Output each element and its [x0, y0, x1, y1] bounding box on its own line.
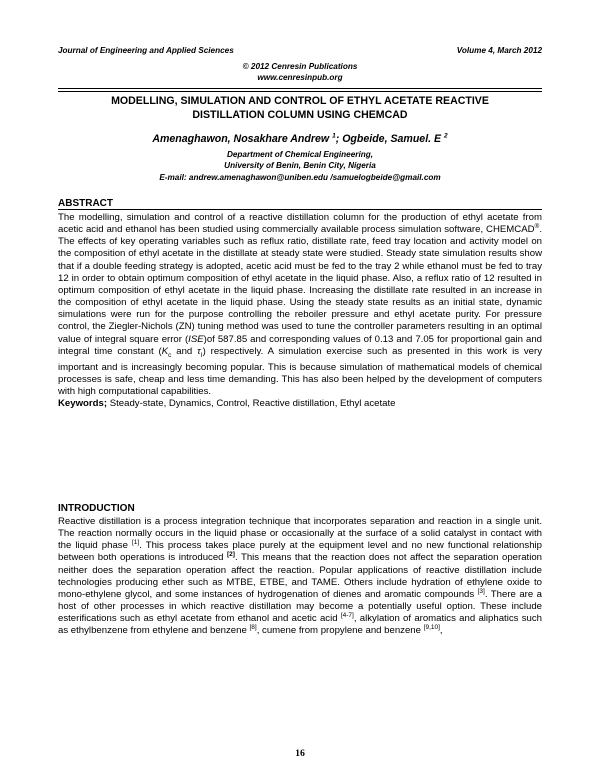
volume-info: Volume 4, March 2012 — [456, 46, 542, 55]
and-text: and — [171, 345, 198, 357]
abstract-text-4: ) respectively. A simulation exercise such as presented in this work is very important and is increasingly becoming popular. This is because simulation of mathematical models of chemical processes is safe, cheap and less time demanding. This has also been helped by the development of computers with high computational capabilities. — [58, 345, 542, 398]
author-1-marker: 1 — [332, 132, 336, 140]
ref-3: [3] — [477, 587, 485, 595]
affiliation-department: Department of Chemical Engineering, — [226, 150, 374, 159]
intro-text-7: , — [439, 625, 443, 637]
tau-subscript: I — [200, 351, 203, 359]
intro-text-6: , cumene from propylene and benzene — [256, 625, 424, 637]
publisher-website: www.cenresinpub.org — [257, 73, 343, 82]
intro-text-3: . This means that the reaction does not affect the separation operation neither does the separation operation affect the reaction. Popular applications of reactive distillation include technologies producing ether such as MTBE, ETBE, and TAME. Others include hydration of ethylene oxide to mono-ethylene glycol, and some instances of hydrogenation of dienes and aromatic compounds — [58, 552, 542, 600]
keywords-text: Steady-state, Dynamics, Control, Reactive distillation, Ethyl acetate — [107, 398, 396, 410]
publisher: © 2012 Cenresin Publications — [242, 62, 358, 71]
ref-2: [2] — [227, 551, 235, 559]
introduction-heading: INTRODUCTION — [58, 503, 135, 514]
title-line-2: DISTILLATION COLUMN USING CHEMCAD — [192, 108, 408, 121]
intro-text-1: Reactive distillation is a process integration technique that incorporates separation and reaction in a single unit. The reaction normally occurs in the liquid phase or occasionally at the surface of a solid catalyst in contact with the liquid phase — [58, 516, 542, 552]
affiliation-email: E-mail: andrew.amenaghawon@uniben.edu /samuelogbeide@gmail.com — [159, 173, 441, 182]
kc-subscript: c — [168, 351, 172, 359]
registered-mark: ® — [534, 222, 540, 230]
abstract-text-1: The modelling, simulation and control of a reactive distillation column for the production of ethyl acetate from acetic acid and ethanol has been studied using commercially available process simulation software, CHEMCAD — [58, 212, 542, 236]
abstract-rule — [58, 209, 542, 210]
abstract-body — [58, 212, 542, 410]
author-2: ; Ogbeide, Samuel. E — [335, 133, 442, 145]
paper-title — [58, 95, 542, 122]
author-1: Amenaghawon, Nosakhare Andrew — [152, 133, 330, 145]
journal-name: Journal of Engineering and Applied Sciences — [58, 46, 234, 55]
header-rule-bottom — [58, 91, 542, 92]
title-line-1: MODELLING, SIMULATION AND CONTROL OF ETHYL ACETATE REACTIVE — [111, 95, 489, 107]
abstract-text-3: )of 587.85 and corresponding values of 0.13 and 7.05 for proportional gain and integral time constant ( — [58, 333, 542, 357]
page-number: 16 — [295, 748, 305, 759]
affiliation-university: University of Benin, Benin City, Nigeria — [224, 161, 376, 170]
abstract-text-2: . The effects of key operating variables such as reflux ratio, distillate rate, feed tray location and activity model on the composition of ethyl acetate in the distillate at steady state were studied. Steady state simulation results show that if a double feeding strategy is adopted, acetic acid must be fed to the tray 2 while ethanol must be fed to tray 12 in order to obtain optimum composition of ethyl acetate in the liquid phase. Also, a reflux ratio of 12 resulted in optimum composition of ethyl acetate in the liquid phase. Increasing the distillate rate resulted in an increase in the composition of ethyl acetate in the liquid phase. Using the steady state results as an initial state, dynamic simulations were run for the purpose controlling the reboiler pressure and ethyl acetate purity. For pressure control, the Ziegler-Nichols (ZN) tuning method was used to tune the controller parameters resulting in an optimal value of integral square error ( — [58, 224, 542, 345]
ref-6: [9,10] — [423, 624, 440, 632]
ise-symbol: ISE — [188, 333, 204, 345]
keywords-label: Keywords; — [58, 398, 108, 410]
intro-text-5: , alkylation of aromatics and aliphatics such as ethylbenzene from ethylene and benzene — [58, 613, 542, 637]
introduction-body — [58, 516, 542, 638]
kc-symbol: K — [161, 345, 169, 357]
ref-1: [1] — [131, 539, 140, 547]
intro-text-2: . This process takes place purely at the equipment level and no new functional relationship between both operations is introduced — [58, 540, 542, 564]
author-2-marker: 2 — [444, 132, 448, 140]
ref-5: [8] — [249, 624, 257, 632]
header-rule-top — [58, 88, 542, 89]
ref-4: [4-7] — [340, 612, 354, 620]
abstract-heading: ABSTRACT — [58, 198, 113, 209]
authors — [58, 133, 542, 145]
intro-text-4: . There are a host of other processes in which reactive distillation may become a potentially useful option. These include esterifications such as ethyl acetate from ethanol and acetic acid — [58, 588, 542, 625]
tau-symbol: τ — [197, 345, 201, 357]
keywords — [58, 398, 542, 410]
